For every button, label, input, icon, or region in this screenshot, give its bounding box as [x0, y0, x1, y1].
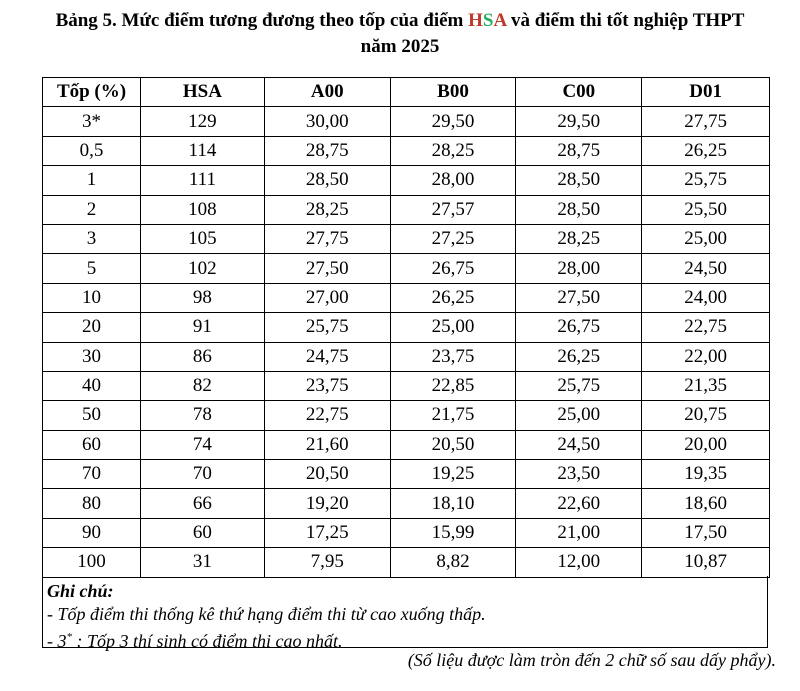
table-cell: 27,57 — [390, 195, 516, 224]
table-cell: 28,00 — [390, 166, 516, 195]
table-cell: 108 — [141, 195, 265, 224]
table-cell: 22,75 — [264, 401, 390, 430]
title-line-2: năm 2025 — [360, 36, 440, 57]
table-cell: 21,60 — [264, 430, 390, 459]
header-row — [43, 78, 770, 107]
table-cell: 111 — [141, 166, 265, 195]
header-a00: A00 — [264, 78, 390, 107]
table-cell: 20,75 — [642, 401, 770, 430]
table-cell: 78 — [141, 401, 265, 430]
table-row — [43, 107, 770, 136]
notes-line-2 — [47, 626, 767, 653]
table-cell: 91 — [141, 313, 265, 342]
table-cell: 27,75 — [264, 224, 390, 253]
table-row — [43, 430, 770, 459]
table-cell: 28,25 — [516, 224, 642, 253]
table-cell: 28,25 — [264, 195, 390, 224]
table-cell: 31 — [141, 548, 265, 577]
table-cell: 3* — [43, 107, 141, 136]
table-cell: 24,00 — [642, 283, 770, 312]
table-cell: 1 — [43, 166, 141, 195]
table-cell: 70 — [43, 460, 141, 489]
table-cell: 28,50 — [264, 166, 390, 195]
header-top: Tốp (%) — [43, 78, 141, 107]
title-line-1 — [0, 8, 800, 34]
table-cell: 5 — [43, 254, 141, 283]
table-cell: 25,00 — [390, 313, 516, 342]
table-cell: 29,50 — [390, 107, 516, 136]
table-cell: 29,50 — [516, 107, 642, 136]
table-cell: 60 — [141, 518, 265, 547]
table-cell: 12,00 — [516, 548, 642, 577]
table-cell: 30 — [43, 342, 141, 371]
table-cell: 27,75 — [642, 107, 770, 136]
table-cell: 27,50 — [264, 254, 390, 283]
notes-line-2-sup: * — [66, 631, 72, 643]
table-cell: 17,50 — [642, 518, 770, 547]
table-row — [43, 548, 770, 577]
table-cell: 8,82 — [390, 548, 516, 577]
table-cell: 74 — [141, 430, 265, 459]
table-row — [43, 342, 770, 371]
table-cell: 27,50 — [516, 283, 642, 312]
table-cell: 17,25 — [264, 518, 390, 547]
table-cell: 28,75 — [264, 136, 390, 165]
table-cell: 10,87 — [642, 548, 770, 577]
title-hsa-h: H — [468, 10, 483, 31]
table-cell: 20,50 — [264, 460, 390, 489]
header-d01: D01 — [642, 78, 770, 107]
table-cell: 98 — [141, 283, 265, 312]
table-cell: 3 — [43, 224, 141, 253]
table-cell: 7,95 — [264, 548, 390, 577]
table-cell: 23,75 — [264, 371, 390, 400]
table-cell: 25,00 — [516, 401, 642, 430]
table-cell: 20,50 — [390, 430, 516, 459]
table-cell: 90 — [43, 518, 141, 547]
table-cell: 21,35 — [642, 371, 770, 400]
table-cell: 26,75 — [390, 254, 516, 283]
table-cell: 24,50 — [642, 254, 770, 283]
table-row — [43, 371, 770, 400]
table-cell: 21,75 — [390, 401, 516, 430]
table-cell: 22,75 — [642, 313, 770, 342]
table-cell: 2 — [43, 195, 141, 224]
notes-line-2-suffix: : Tốp 3 thí sinh có điểm thi cao nhất. — [72, 631, 343, 651]
table-cell: 18,10 — [390, 489, 516, 518]
table-cell: 102 — [141, 254, 265, 283]
table-title — [0, 8, 800, 60]
table-cell: 30,00 — [264, 107, 390, 136]
table-cell: 27,25 — [390, 224, 516, 253]
table-cell: 28,00 — [516, 254, 642, 283]
table-cell: 86 — [141, 342, 265, 371]
table-cell: 25,50 — [642, 195, 770, 224]
table-row — [43, 224, 770, 253]
table-cell: 105 — [141, 224, 265, 253]
table-cell: 80 — [43, 489, 141, 518]
notes-line-1: - Tốp điểm thi thống kê thứ hạng điểm thi từ cao xuống thấp. — [47, 604, 486, 624]
table-cell: 26,75 — [516, 313, 642, 342]
table-row — [43, 166, 770, 195]
table-cell: 22,60 — [516, 489, 642, 518]
table-body — [43, 107, 770, 577]
table-cell: 21,00 — [516, 518, 642, 547]
table-cell: 20 — [43, 313, 141, 342]
table-cell: 26,25 — [516, 342, 642, 371]
title-hsa-a: A — [493, 10, 507, 31]
table-cell: 23,50 — [516, 460, 642, 489]
table-cell: 26,25 — [390, 283, 516, 312]
table-row — [43, 518, 770, 547]
score-table — [42, 77, 770, 578]
table-cell: 23,75 — [390, 342, 516, 371]
table-cell: 100 — [43, 548, 141, 577]
table-cell: 25,75 — [516, 371, 642, 400]
notes-box — [42, 576, 768, 651]
table-row — [43, 313, 770, 342]
table-row — [43, 489, 770, 518]
table-cell: 28,50 — [516, 195, 642, 224]
table-cell: 19,20 — [264, 489, 390, 518]
table-cell: 24,50 — [516, 430, 642, 459]
table-cell: 28,25 — [390, 136, 516, 165]
table-cell: 60 — [43, 430, 141, 459]
notes-heading: Ghi chú: — [47, 581, 114, 601]
table-row — [43, 254, 770, 283]
table-cell: 0,5 — [43, 136, 141, 165]
title-prefix: Bảng 5. Mức điểm tương đương theo tốp của điểm — [55, 10, 469, 31]
table-cell: 66 — [141, 489, 265, 518]
table-cell: 19,35 — [642, 460, 770, 489]
table-cell: 25,75 — [264, 313, 390, 342]
table-cell: 40 — [43, 371, 141, 400]
header-b00: B00 — [390, 78, 516, 107]
header-c00: C00 — [516, 78, 642, 107]
header-hsa: HSA — [141, 78, 265, 107]
source-note: (Số liệu được làm tròn đến 2 chữ số sau dấy phẩy). — [407, 650, 776, 670]
table-cell: 24,75 — [264, 342, 390, 371]
table-row — [43, 460, 770, 489]
table-cell: 70 — [141, 460, 265, 489]
table-cell: 28,75 — [516, 136, 642, 165]
table-cell: 129 — [141, 107, 265, 136]
table-cell: 25,00 — [642, 224, 770, 253]
table-cell: 10 — [43, 283, 141, 312]
table-cell: 82 — [141, 371, 265, 400]
table-cell: 26,25 — [642, 136, 770, 165]
title-suffix: và điểm thi tốt nghiệp THPT — [506, 10, 745, 31]
table-cell: 22,85 — [390, 371, 516, 400]
table-cell: 27,00 — [264, 283, 390, 312]
table-cell: 28,50 — [516, 166, 642, 195]
table-row — [43, 283, 770, 312]
table-cell: 18,60 — [642, 489, 770, 518]
title-hsa-s: S — [482, 10, 494, 31]
table-row — [43, 401, 770, 430]
notes-line-2-prefix: - 3 — [47, 631, 67, 651]
table-cell: 50 — [43, 401, 141, 430]
table-cell: 22,00 — [642, 342, 770, 371]
table-row — [43, 136, 770, 165]
table-cell: 114 — [141, 136, 265, 165]
table-cell: 15,99 — [390, 518, 516, 547]
table-cell: 19,25 — [390, 460, 516, 489]
table-cell: 25,75 — [642, 166, 770, 195]
table-row — [43, 195, 770, 224]
table-cell: 20,00 — [642, 430, 770, 459]
